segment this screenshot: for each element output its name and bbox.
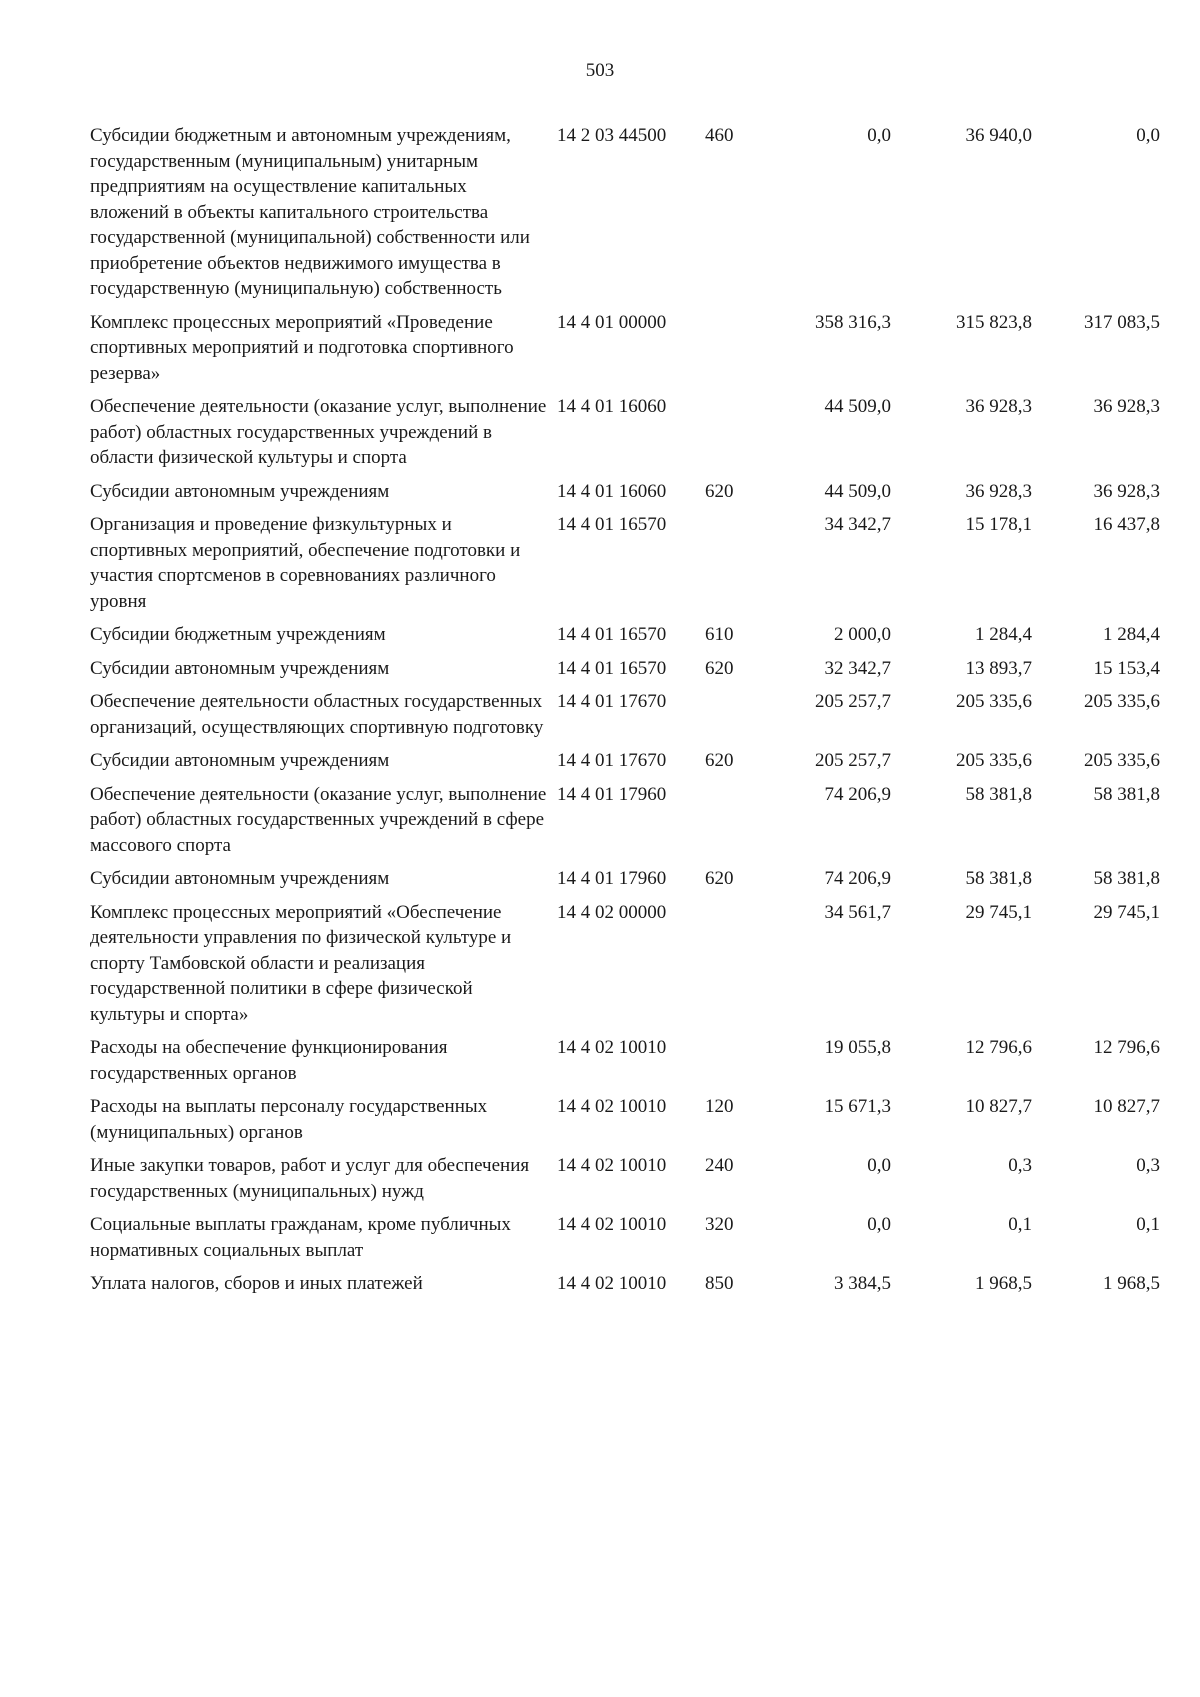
row-value-3-cell: 12 796,6 — [1093, 1037, 1160, 1058]
row-expense-type-cell: 240 — [705, 1155, 734, 1176]
table-row — [90, 1271, 1160, 1305]
row-name-cell: Организация и проведение физкультурных и спортивных мероприятий, обеспечение подготовки и участия спортсменов в соревнованиях различного уровня — [90, 514, 521, 612]
row-value-1-cell: 44 509,0 — [824, 480, 891, 502]
row-value-1-cell: 44 509,0 — [824, 396, 891, 417]
row-value-3-cell: 205 335,6 — [1084, 750, 1160, 771]
row-code-cell: 14 4 02 10010 — [557, 1096, 667, 1117]
row-value-2-cell: 29 745,1 — [965, 901, 1032, 923]
row-name-cell: Социальные выплаты гражданам, кроме публичных нормативных социальных выплат — [90, 1214, 511, 1261]
row-value-3-cell: 317 083,5 — [1084, 311, 1160, 333]
row-value-1-cell: 0,0 — [867, 1155, 891, 1176]
row-code-cell: 14 4 01 16570 — [557, 624, 667, 645]
row-value-2-cell: 315 823,8 — [956, 311, 1032, 333]
row-value-2-cell: 36 940,0 — [965, 125, 1032, 146]
row-value-3-cell: 10 827,7 — [1093, 1096, 1160, 1117]
row-value-1-cell: 205 257,7 — [815, 691, 891, 712]
page-number: 503 — [585, 60, 615, 81]
row-value-2-cell: 58 381,8 — [965, 868, 1032, 889]
table-row — [90, 689, 1160, 748]
row-value-3-cell: 16 437,8 — [1093, 514, 1160, 535]
row-value-1-cell: 0,0 — [867, 1214, 891, 1235]
row-value-1-cell: 2 000,0 — [834, 624, 891, 645]
row-value-2-cell: 58 381,8 — [965, 783, 1032, 805]
table-row — [90, 512, 1160, 622]
row-expense-type-cell: 320 — [705, 1214, 734, 1235]
row-name-cell: Уплата налогов, сборов и иных платежей — [90, 1273, 423, 1294]
row-value-2-cell: 205 335,6 — [956, 750, 1032, 771]
row-name-cell: Субсидии автономным учреждениям — [90, 868, 390, 889]
row-code-cell: 14 4 01 17960 — [557, 868, 667, 889]
row-name-cell: Субсидии бюджетным учреждениям — [90, 624, 386, 645]
row-value-2-cell: 10 827,7 — [965, 1096, 1032, 1117]
row-name-cell: Субсидии автономным учреждениям — [90, 480, 390, 502]
row-expense-type-cell: 460 — [705, 125, 734, 146]
row-name-cell: Комплекс процессных мероприятий «Проведение спортивных мероприятий и подготовка спортивного резерва» — [90, 311, 514, 384]
row-code-cell: 14 4 02 10010 — [557, 1214, 667, 1235]
row-code-cell: 14 4 01 00000 — [557, 311, 667, 333]
row-value-2-cell: 36 928,3 — [965, 480, 1032, 502]
row-value-1-cell: 205 257,7 — [815, 750, 891, 771]
table-row — [90, 310, 1160, 395]
table-row — [90, 622, 1160, 656]
table-row — [90, 866, 1160, 900]
row-expense-type-cell: 620 — [705, 657, 734, 679]
row-value-1-cell: 19 055,8 — [824, 1037, 891, 1058]
row-code-cell: 14 4 01 17960 — [557, 783, 667, 805]
row-value-2-cell: 205 335,6 — [956, 691, 1032, 712]
row-name-cell: Иные закупки товаров, работ и услуг для обеспечения государственных (муниципальных) нужд — [90, 1155, 530, 1202]
row-name-cell: Обеспечение деятельности (оказание услуг, выполнение работ) областных государственных учреждений в области физической культуры и спорта — [90, 396, 547, 468]
row-code-cell: 14 4 02 10010 — [557, 1273, 667, 1294]
table-row — [90, 782, 1160, 867]
table-row — [90, 123, 1160, 310]
budget-table — [90, 123, 1160, 1305]
row-value-2-cell: 0,1 — [1008, 1214, 1032, 1235]
row-value-3-cell: 29 745,1 — [1093, 901, 1160, 923]
row-expense-type-cell — [705, 310, 757, 395]
row-value-2-cell: 12 796,6 — [965, 1037, 1032, 1058]
row-code-cell: 14 4 02 10010 — [557, 1155, 667, 1176]
row-value-1-cell: 34 342,7 — [824, 514, 891, 535]
row-expense-type-cell — [705, 689, 757, 748]
row-value-1-cell: 3 384,5 — [834, 1273, 891, 1294]
row-name-cell: Комплекс процессных мероприятий «Обеспечение деятельности управления по физической культуре и спорту Тамбовской области и реализация государственной политики в сфере физической культуры и спорта» — [90, 901, 512, 1025]
row-code-cell: 14 4 01 16060 — [557, 396, 667, 417]
row-value-1-cell: 74 206,9 — [824, 783, 891, 805]
row-value-1-cell: 0,0 — [867, 125, 891, 146]
row-value-3-cell: 36 928,3 — [1093, 396, 1160, 417]
row-value-3-cell: 58 381,8 — [1093, 783, 1160, 805]
table-row — [90, 900, 1160, 1036]
table-row — [90, 1035, 1160, 1094]
row-expense-type-cell: 620 — [705, 480, 734, 502]
row-code-cell: 14 4 01 16060 — [557, 480, 667, 502]
row-value-1-cell: 32 342,7 — [824, 657, 891, 679]
row-value-2-cell: 0,3 — [1008, 1155, 1032, 1176]
table-row — [90, 1212, 1160, 1271]
row-code-cell: 14 2 03 44500 — [557, 125, 667, 146]
row-expense-type-cell: 120 — [705, 1096, 734, 1117]
row-value-1-cell: 358 316,3 — [815, 311, 891, 333]
row-value-2-cell: 13 893,7 — [965, 657, 1032, 679]
row-expense-type-cell — [705, 900, 757, 1036]
row-value-3-cell: 15 153,4 — [1093, 657, 1160, 679]
row-expense-type-cell: 850 — [705, 1273, 734, 1294]
table-row — [90, 479, 1160, 513]
row-value-1-cell: 34 561,7 — [824, 901, 891, 923]
row-value-1-cell: 15 671,3 — [824, 1096, 891, 1117]
row-value-3-cell: 1 284,4 — [1103, 624, 1160, 645]
row-code-cell: 14 4 02 10010 — [557, 1037, 667, 1058]
row-name-cell: Субсидии бюджетным и автономным учреждениям, государственным (муниципальным) унитарным предприятиям на осуществление капитальных вложений в объекты капитального строительства государственной (муниципальной) собственности или приобретение объектов недвижимого имущества в государственную (муниципальную) собственность — [90, 125, 530, 299]
row-expense-type-cell — [705, 512, 757, 622]
row-expense-type-cell — [705, 394, 757, 479]
row-name-cell: Обеспечение деятельности (оказание услуг, выполнение работ) областных государственных учреждений в сфере массового спорта — [90, 783, 547, 856]
table-body — [90, 123, 1160, 1305]
row-name-cell: Субсидии автономным учреждениям — [90, 750, 390, 771]
row-value-3-cell: 58 381,8 — [1093, 868, 1160, 889]
table-row — [90, 656, 1160, 690]
row-expense-type-cell: 620 — [705, 750, 734, 771]
row-expense-type-cell — [705, 1035, 757, 1094]
table-row — [90, 1153, 1160, 1212]
row-code-cell: 14 4 01 16570 — [557, 514, 667, 535]
row-value-3-cell: 0,1 — [1136, 1214, 1160, 1235]
table-row — [90, 748, 1160, 782]
table-row — [90, 394, 1160, 479]
row-expense-type-cell: 610 — [705, 624, 734, 645]
row-value-2-cell: 36 928,3 — [965, 396, 1032, 417]
row-value-2-cell: 1 284,4 — [975, 624, 1032, 645]
row-name-cell: Субсидии автономным учреждениям — [90, 657, 390, 679]
row-name-cell: Обеспечение деятельности областных государственных организаций, осуществляющих спортивную подготовку — [90, 691, 544, 738]
row-name-cell: Расходы на выплаты персоналу государственных (муниципальных) органов — [90, 1096, 488, 1143]
row-code-cell: 14 4 01 17670 — [557, 691, 667, 712]
table-row — [90, 1094, 1160, 1153]
row-value-3-cell: 205 335,6 — [1084, 691, 1160, 712]
row-value-3-cell: 36 928,3 — [1093, 480, 1160, 502]
row-code-cell: 14 4 01 17670 — [557, 750, 667, 771]
row-value-2-cell: 1 968,5 — [975, 1273, 1032, 1294]
row-value-3-cell: 1 968,5 — [1103, 1273, 1160, 1294]
row-expense-type-cell — [705, 782, 757, 867]
row-code-cell: 14 4 01 16570 — [557, 657, 667, 679]
row-value-3-cell: 0,0 — [1136, 125, 1160, 146]
row-name-cell: Расходы на обеспечение функционирования государственных органов — [90, 1037, 448, 1084]
row-expense-type-cell: 620 — [705, 868, 734, 889]
row-code-cell: 14 4 02 00000 — [557, 901, 667, 923]
row-value-3-cell: 0,3 — [1136, 1155, 1160, 1176]
row-value-2-cell: 15 178,1 — [965, 514, 1032, 535]
row-value-1-cell: 74 206,9 — [824, 868, 891, 889]
